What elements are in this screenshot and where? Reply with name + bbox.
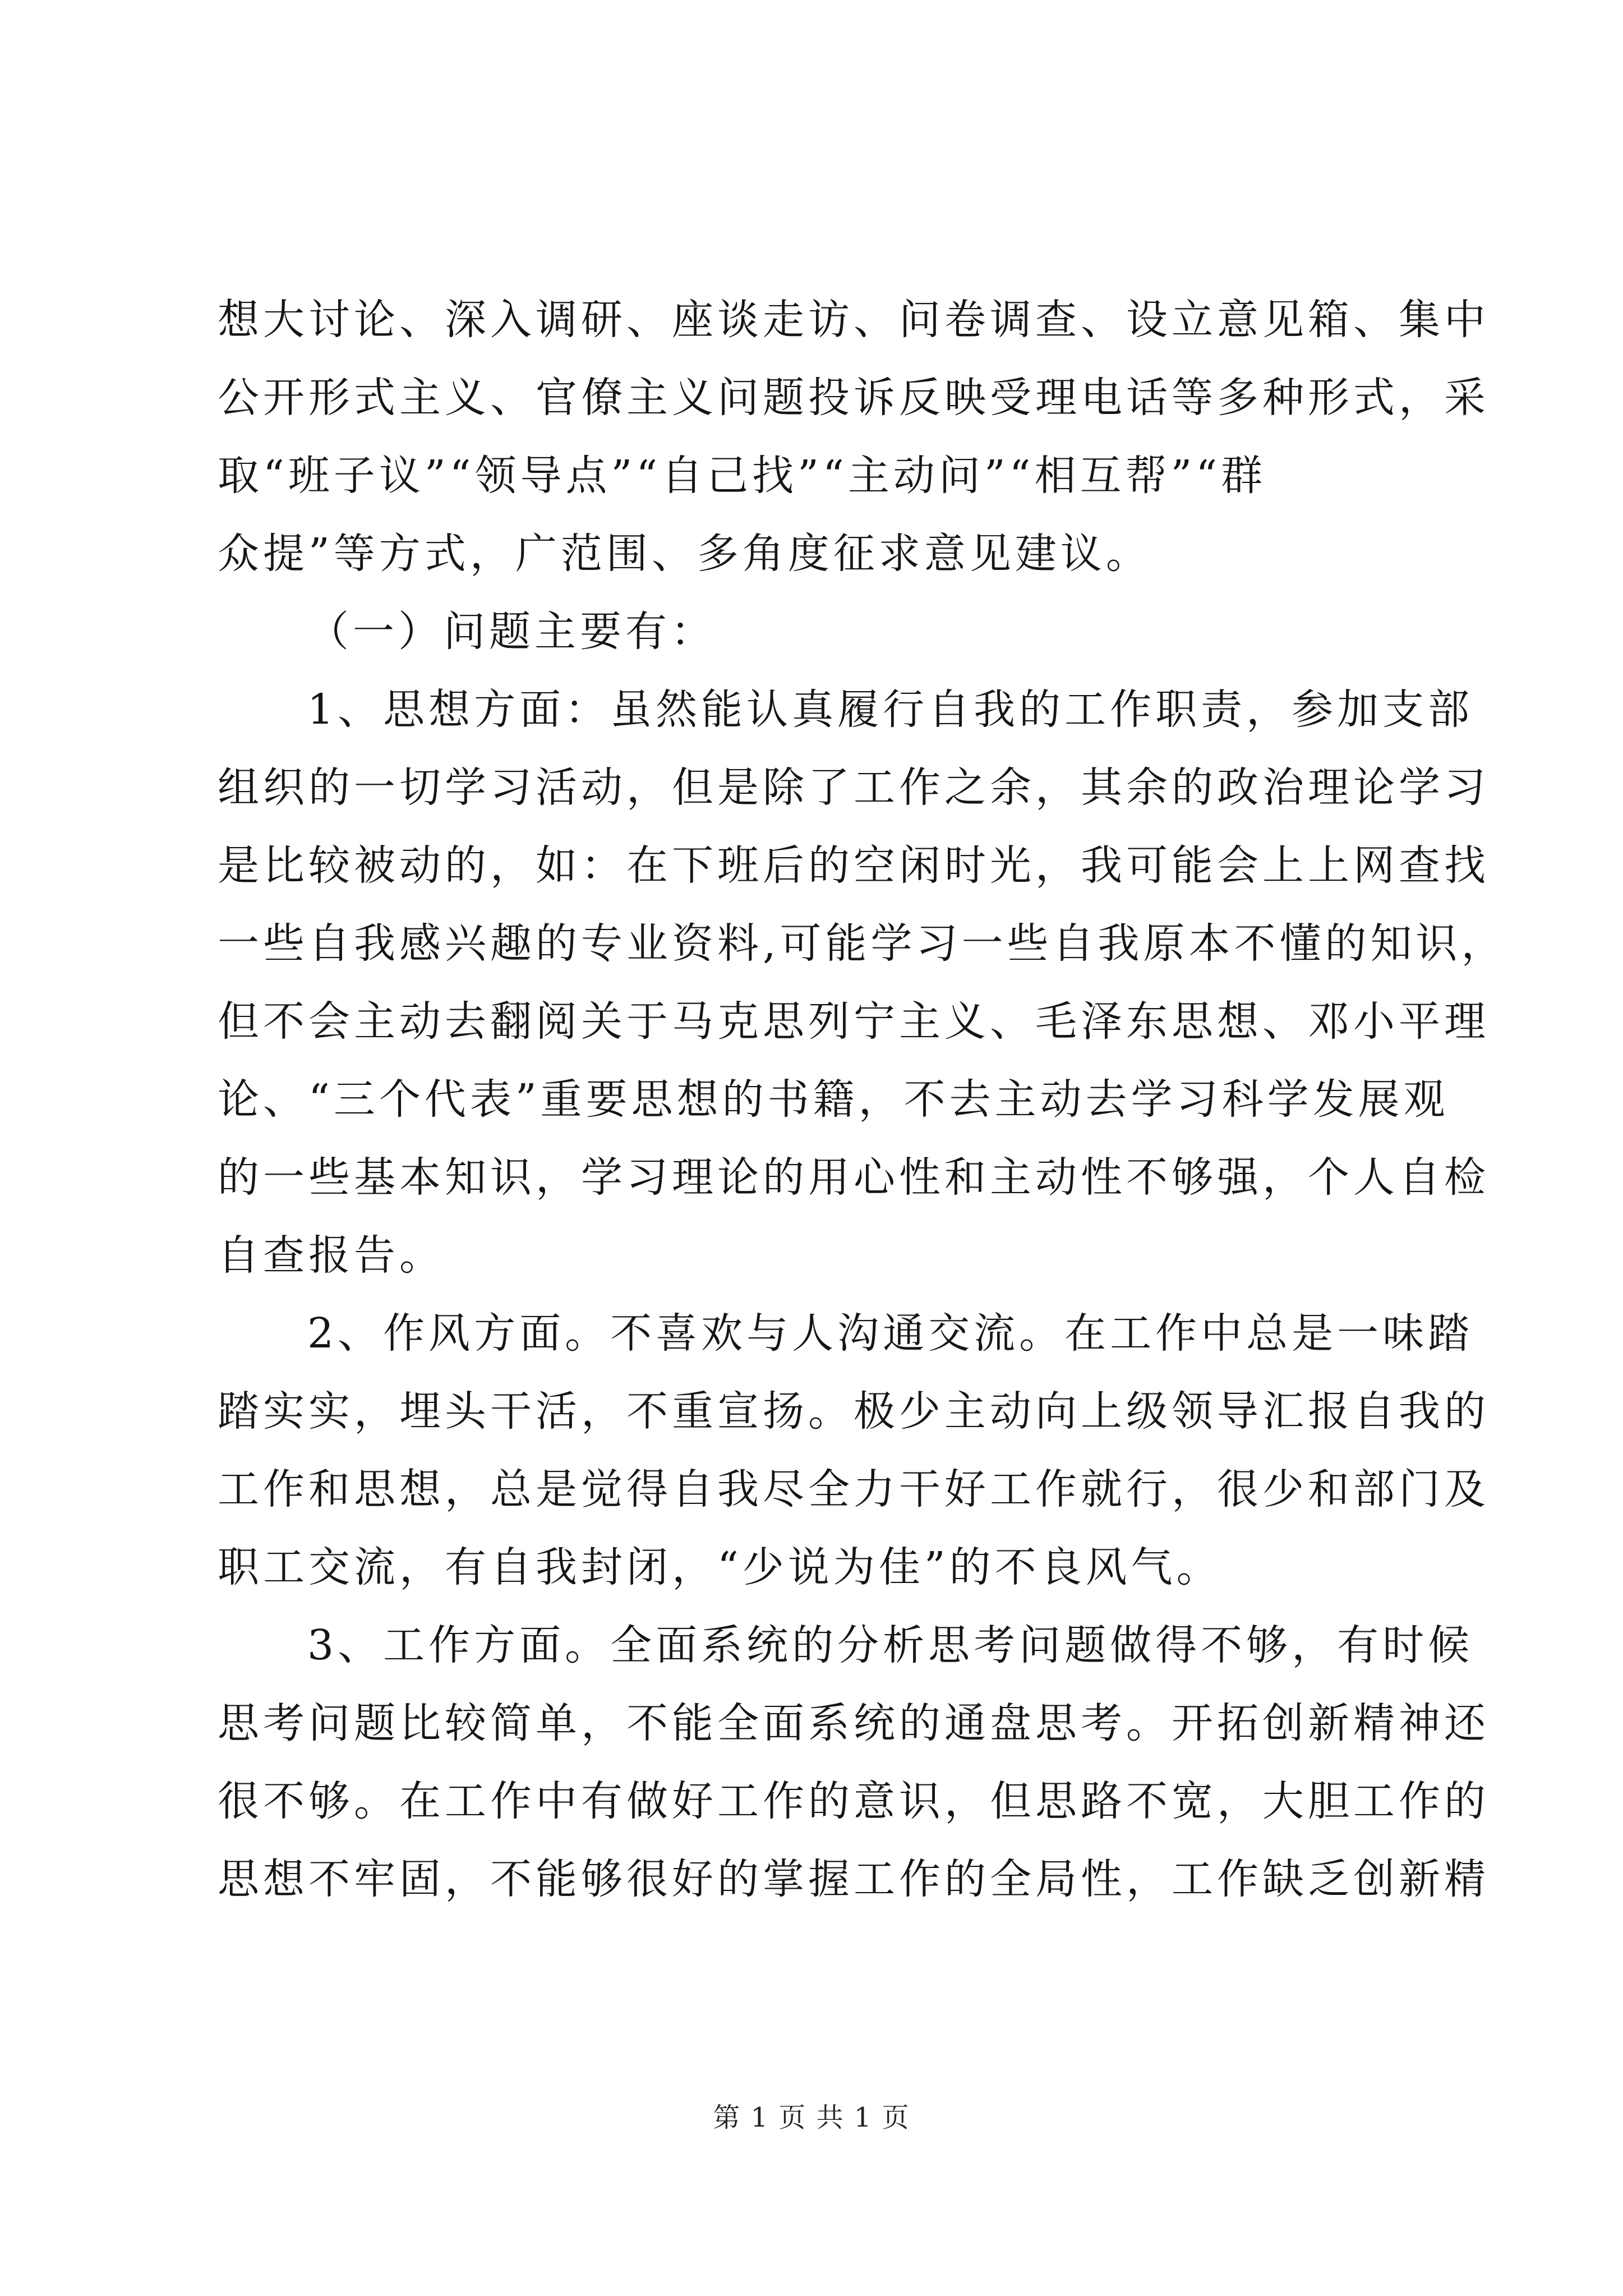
body-text-line: 一些自我感兴趣的专业资料,可能学习一些自我原本不懂的知识， xyxy=(218,919,1507,968)
body-text-line: 公开形式主义、官僚主义问题投诉反映受理电话等多种形式，采 xyxy=(218,374,1490,422)
body-text-line: 2、作风方面。不喜欢与人沟通交流。在工作中总是一味踏 xyxy=(307,1309,1474,1358)
body-text-line: 是比较被动的，如：在下班后的空闲时光，我可能会上上网查找 xyxy=(218,841,1490,890)
body-text-line: 但不会主动去翻阅关于马克思列宁主义、毛泽东思想、邓小平理 xyxy=(218,997,1490,1046)
body-text-line: 自查报告。 xyxy=(218,1231,445,1280)
body-text-line: 组织的一切学习活动，但是除了工作之余，其余的政治理论学习 xyxy=(218,763,1490,812)
body-text-line: 想大讨论、深入调研、座谈走访、问卷调查、设立意见箱、集中 xyxy=(218,296,1490,344)
body-text-line: 的一些基本知识，学习理论的用心性和主动性不够强，个人自检 xyxy=(218,1153,1490,1202)
body-text-line: 取“班子议”“领导点”“自己找”“主动问”“相互帮”“群 xyxy=(218,452,1267,500)
body-text-line: 工作和思想，总是觉得自我尽全力干好工作就行，很少和部门及 xyxy=(218,1465,1490,1513)
body-text-line: 论、“三个代表”重要思想的书籍，不去主动去学习科学发展观 xyxy=(218,1075,1449,1124)
body-text-line: 3、工作方面。全面系统的分析思考问题做得不够，有时候 xyxy=(307,1621,1474,1669)
section-heading: （一）问题主要有： xyxy=(307,608,716,656)
body-text-line: 众提”等方式，广范围、多角度征求意见建议。 xyxy=(218,530,1151,578)
page-footer: 第 1 页 共 1 页 xyxy=(713,2102,910,2133)
body-text-line: 1、思想方面：虽然能认真履行自我的工作职责，参加支部 xyxy=(307,685,1474,734)
body-text-line: 职工交流，有自我封闭，“少说为佳”的不良风气。 xyxy=(218,1543,1222,1591)
body-text-line: 很不够。在工作中有做好工作的意识，但思路不宽，大胆工作的 xyxy=(218,1777,1490,1825)
body-text-line: 思想不牢固，不能够很好的掌握工作的全局性，工作缺乏创新精 xyxy=(218,1855,1490,1903)
body-text-line: 踏实实，埋头干活，不重宣扬。极少主动向上级领导汇报自我的 xyxy=(218,1387,1490,1435)
body-text-line: 思考问题比较简单，不能全面系统的通盘思考。开拓创新精神还 xyxy=(218,1699,1490,1747)
